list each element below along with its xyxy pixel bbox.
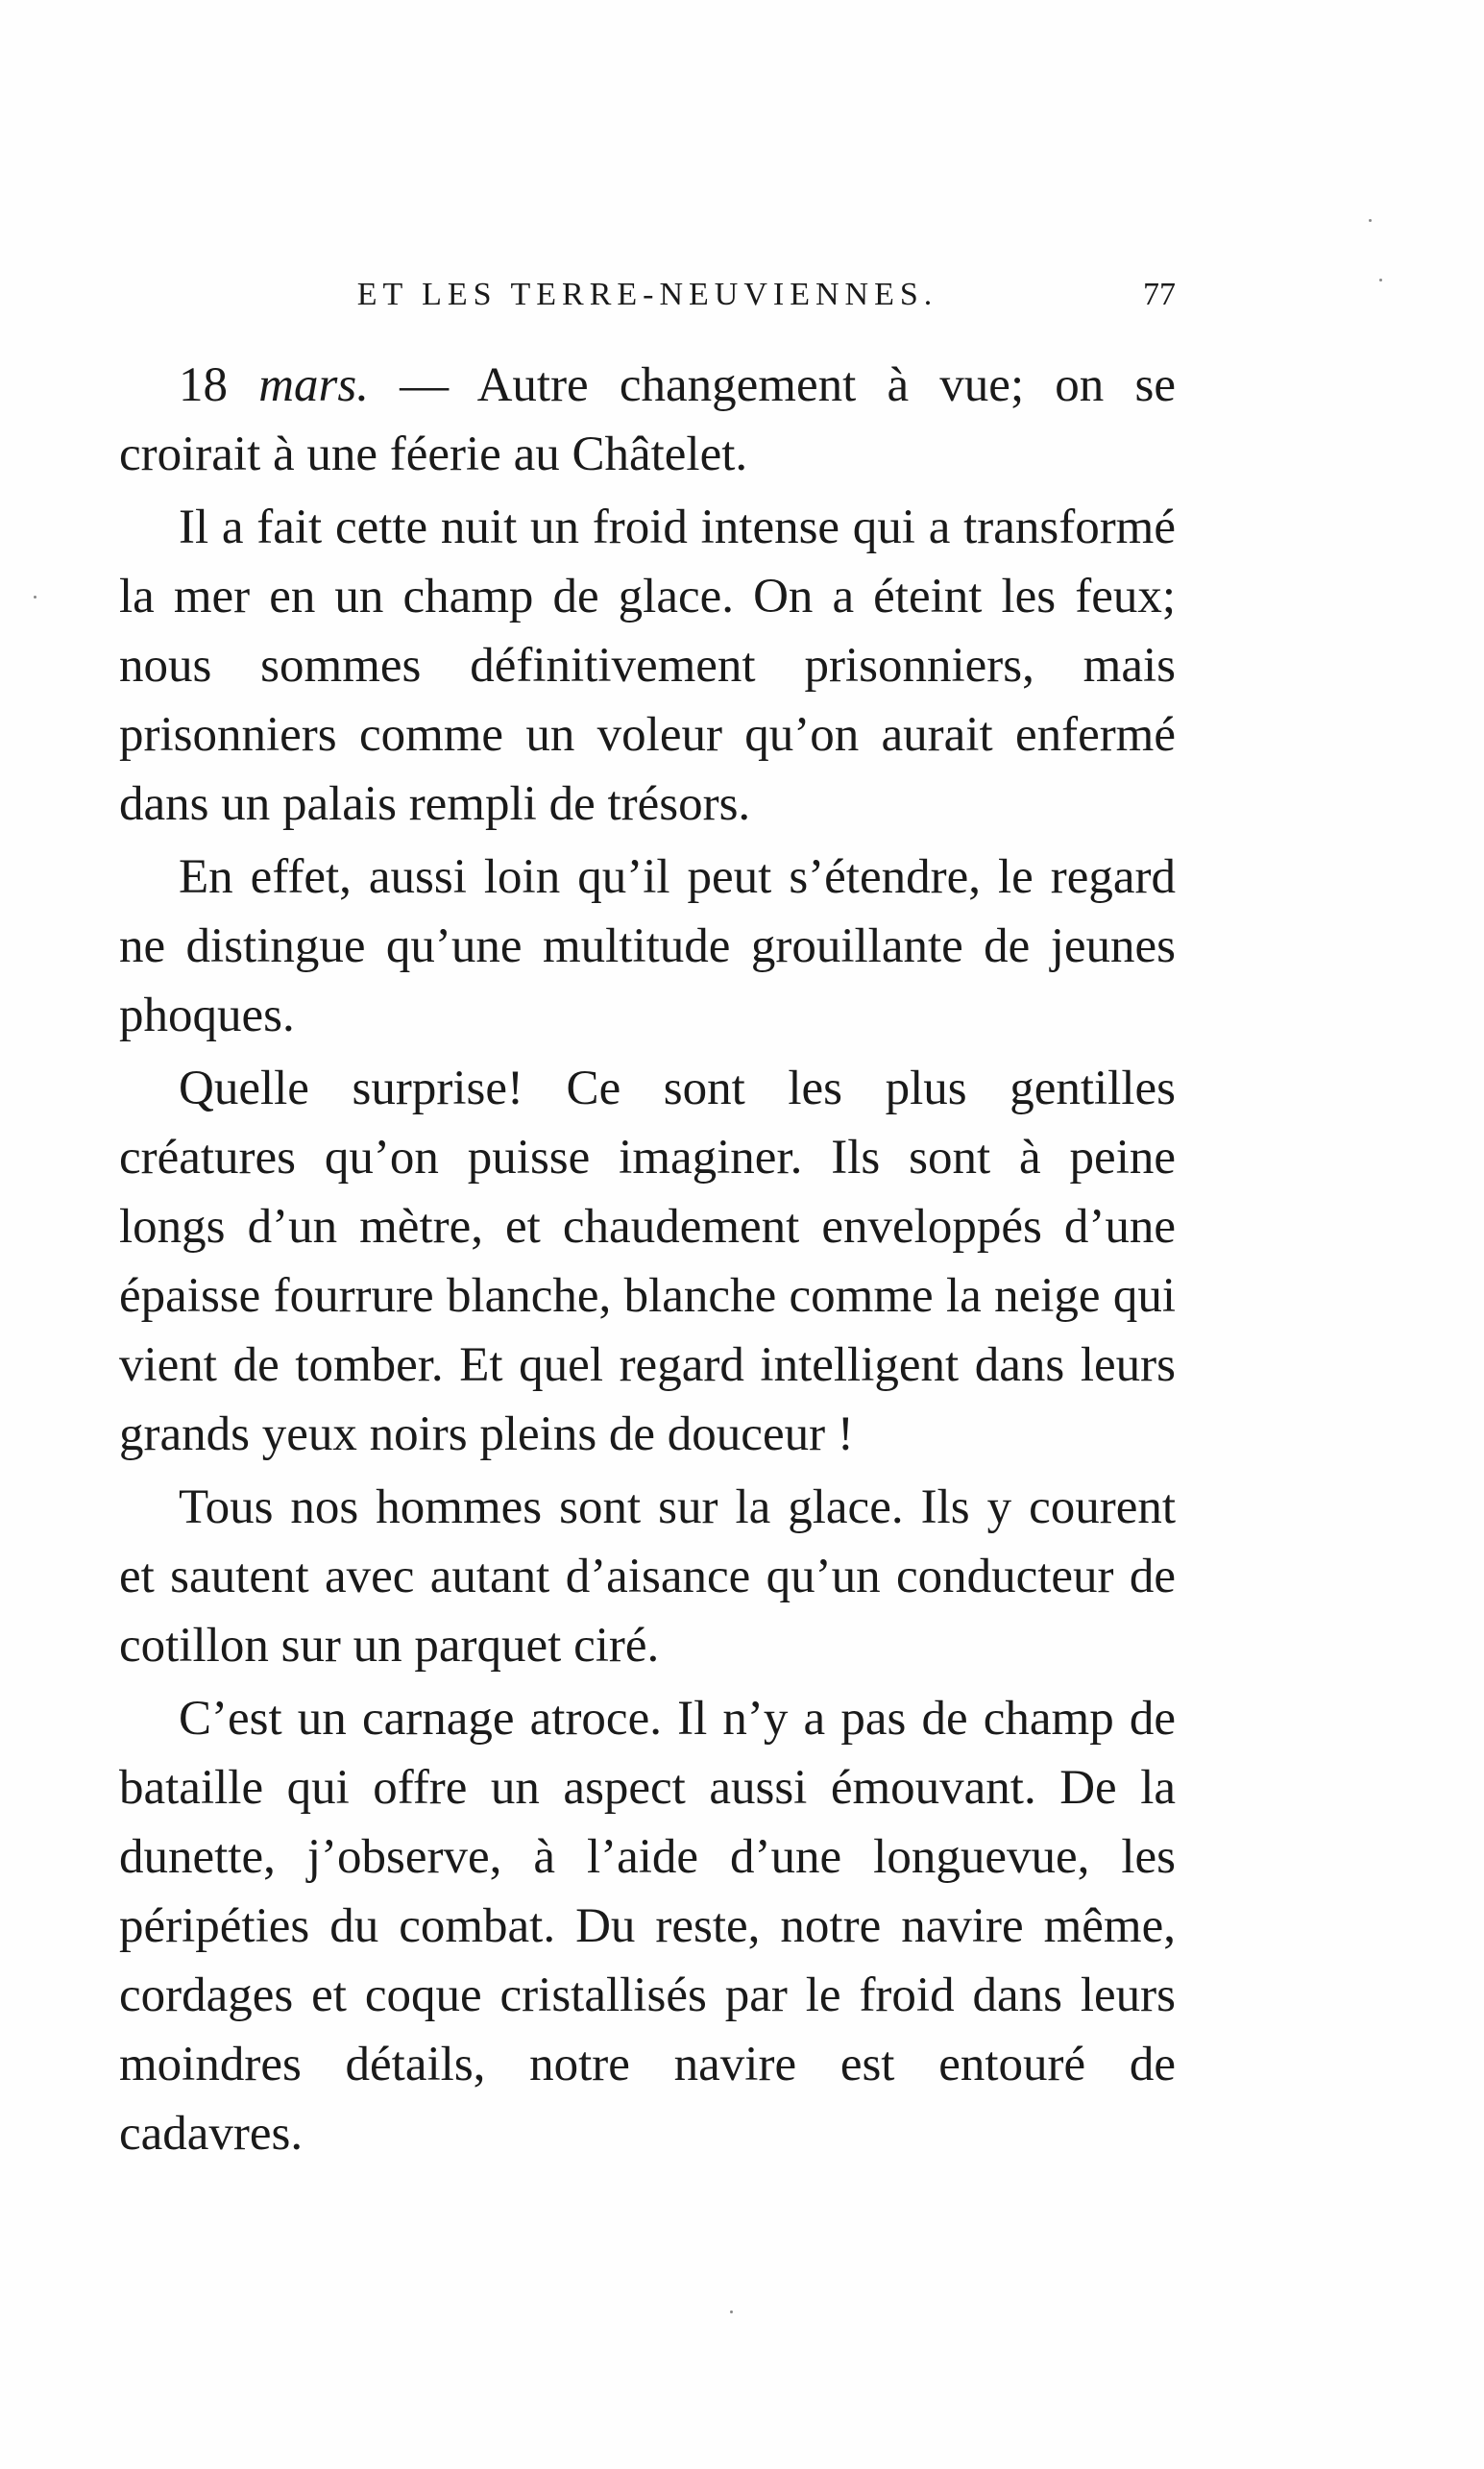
date-month: mars. xyxy=(258,358,369,412)
paragraph-2: Il a fait cette nuit un froid intense qui a transformé la mer en un champ de glace. On a éteint les feux; nous sommes définitivement prisonniers, mais prisonniers comme un voleur qu’on aurait enfermé dans un palais rempli de trésors. xyxy=(119,501,1176,831)
paper-speck xyxy=(1379,279,1382,281)
date-number: 18 xyxy=(179,358,228,412)
body-text xyxy=(119,351,1176,2172)
paragraph-6: C’est un carnage atroce. Il n’y a pas de champ de bataille qui offre un aspect aussi émouvant. De la dunette, j’observe, à l’aide d’une longuevue, les péripéties du combat. Du reste, notre navire même, cordages et coque cristallisés par le froid dans leurs moindres détails, notre navire est entouré de cadavres. xyxy=(119,1692,1176,2161)
paragraph-1 xyxy=(119,351,1176,489)
paragraph-3: En effet, aussi loin qu’il peut s’étendre, le regard ne distingue qu’une multitude grouillante de jeunes phoques. xyxy=(119,850,1176,1042)
paper-speck xyxy=(730,2310,733,2313)
paragraph-1-text: — Autre changement à vue; on se croirait à une féerie au Châtelet. xyxy=(119,358,1176,481)
paper-speck xyxy=(1369,219,1372,222)
paragraph-4: Quelle surprise! Ce sont les plus gentilles créatures qu’on puisse imaginer. Ils sont à peine longs d’un mètre, et chaudement enveloppés d’une épaisse fourrure blanche, blanche comme la neige qui vient de tomber. Et quel regard intelligent dans leurs grands yeux noirs pleins de douceur ! xyxy=(119,1062,1176,1461)
paragraph-5: Tous nos hommes sont sur la glace. Ils y courent et sautent avec autant d’aisance qu’un conducteur de cotillon sur un parquet ciré. xyxy=(119,1480,1176,1673)
running-head xyxy=(119,271,1176,319)
page-number: 77 xyxy=(1143,277,1176,312)
running-title: ET LES TERRE-NEUVIENNES. xyxy=(356,277,938,312)
paper-speck xyxy=(34,596,36,599)
